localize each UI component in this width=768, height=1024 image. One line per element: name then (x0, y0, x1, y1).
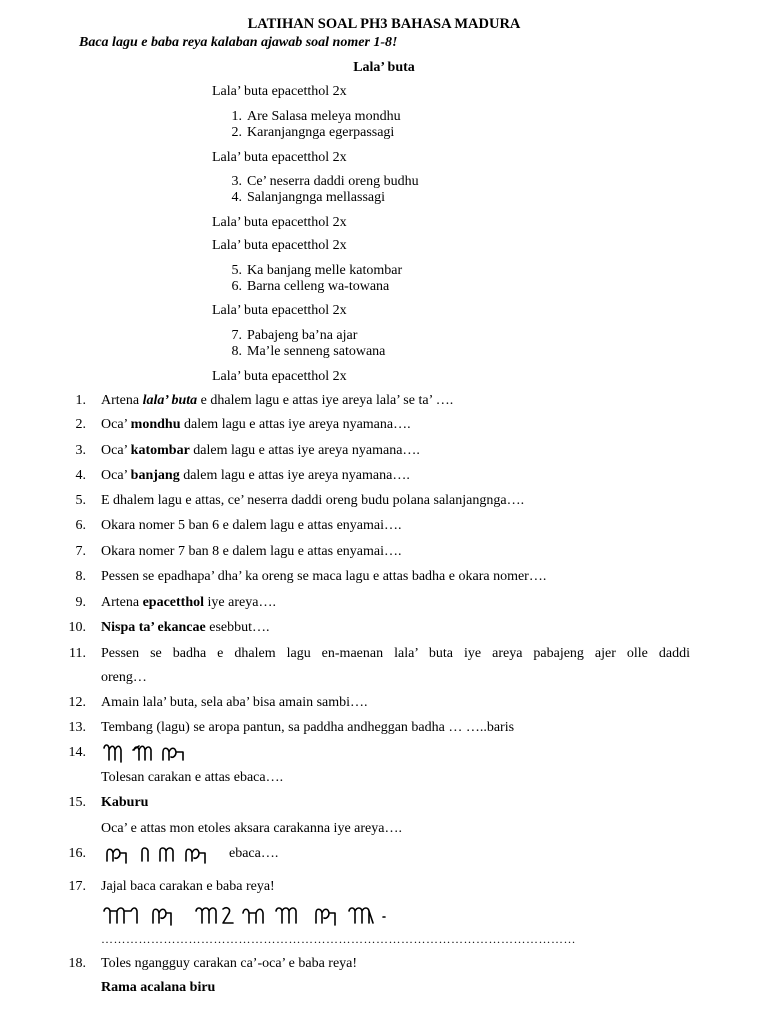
verse-number: 7. (231, 328, 242, 343)
question-8: Pessen se epadhapa’ dha’ ka oreng se maca lagu e attas badha e okara nomer…. (101, 569, 547, 584)
verse-number: 6. (231, 279, 242, 294)
verse-line: Ce’ neserra daddi oreng budhu (247, 174, 419, 189)
verse-number: 3. (231, 174, 242, 189)
worksheet-title: LATIHAN SOAL PH3 BAHASA MADURA (247, 16, 521, 32)
carakan-script-image (104, 843, 224, 867)
question-15-prompt: Oca’ e attas mon etoles aksara carakanna iye areya…. (101, 821, 402, 836)
question-3: Oca’ katombar dalem lagu e attas iye areya nyamana…. (101, 443, 420, 458)
question-number: 15. (68, 795, 86, 810)
song-chorus: Lala’ buta epacetthol 2x (212, 215, 347, 230)
question-11-line-1: Pessen se badha e dhalem lagu en-maenan lala’ buta iye areya pabajeng ajer olle daddi (101, 646, 690, 661)
song-chorus: Lala’ buta epacetthol 2x (212, 84, 347, 99)
question-11-line-2: oreng… (101, 670, 147, 685)
question-number: 3. (75, 443, 86, 458)
question-number: 4. (75, 468, 86, 483)
question-7: Okara nomer 7 ban 8 e dalem lagu e attas enyamai…. (101, 544, 402, 559)
verse-number: 4. (231, 190, 242, 205)
verse-line: Karanjangnga egerpassagi (247, 125, 395, 140)
question-12: Amain lala’ buta, sela aba’ bisa amain sambi…. (101, 695, 368, 710)
question-16-prompt: ebaca…. (229, 846, 279, 861)
question-5: E dhalem lagu e attas, ce’ neserra daddi oreng budu polana salanjangnga…. (101, 493, 525, 508)
verse-number: 8. (231, 344, 242, 359)
question-17-prompt: Jajal baca carakan e baba reya! (101, 879, 275, 894)
song-chorus: Lala’ buta epacetthol 2x (212, 369, 347, 384)
question-number: 8. (75, 569, 86, 584)
question-18-phrase: Rama acalana biru (101, 980, 216, 995)
verse-line: Barna celleng wa-towana (247, 279, 390, 294)
question-14-prompt: Tolesan carakan e attas ebaca…. (101, 770, 284, 785)
verse-line: Pabajeng ba’na ajar (247, 328, 358, 343)
verse-number: 5. (231, 263, 242, 278)
question-number: 9. (75, 595, 86, 610)
question-10: Nispa ta’ ekancae esebbut…. (101, 620, 270, 635)
question-number: 18. (68, 956, 86, 971)
question-number: 5. (75, 493, 86, 508)
question-number: 16. (68, 846, 86, 861)
song-chorus: Lala’ buta epacetthol 2x (212, 303, 347, 318)
question-number: 12. (68, 695, 86, 710)
verse-number: 2. (231, 125, 242, 140)
question-18-prompt: Toles ngangguy carakan ca’-oca’ e baba reya! (101, 956, 358, 971)
question-2: Oca’ mondhu dalem lagu e attas iye areya nyamana…. (101, 417, 411, 432)
question-number: 11. (69, 646, 86, 661)
question-number: 14. (68, 745, 86, 760)
instruction: Baca lagu e baba reya kalaban ajawab soal nomer 1-8! (79, 35, 398, 50)
question-number: 1. (75, 393, 86, 408)
question-4: Oca’ banjang dalem lagu e attas iye areya nyamana…. (101, 468, 410, 483)
verse-line: Are Salasa meleya mondhu (247, 109, 401, 124)
question-number: 10. (68, 620, 86, 635)
question-number: 7. (75, 544, 86, 559)
question-6: Okara nomer 5 ban 6 e dalem lagu e attas enyamai…. (101, 518, 402, 533)
verse-line: Ka banjang melle katombar (247, 263, 403, 278)
carakan-script-image (101, 742, 201, 766)
question-number: 13. (68, 720, 86, 735)
question-number: 2. (75, 417, 86, 432)
question-13: Tembang (lagu) se aropa pantun, sa paddha andheggan badha … …..baris (101, 720, 515, 735)
verse-line: Ma’le senneng satowana (247, 344, 386, 359)
song-chorus: Lala’ buta epacetthol 2x (212, 238, 347, 253)
song-chorus: Lala’ buta epacetthol 2x (212, 150, 347, 165)
question-number: 17. (68, 879, 86, 894)
answer-line[interactable]: …………………………………………………………………………………………………… (101, 932, 576, 946)
question-1: Artena lala’ buta e dhalem lagu e attas iye areya lala’ se ta’ …. (101, 393, 454, 408)
question-number: 6. (75, 518, 86, 533)
carakan-script-image (101, 903, 421, 931)
question-15-word: Kaburu (101, 795, 149, 810)
verse-number: 1. (231, 109, 242, 124)
song-title: Lala’ buta (353, 60, 415, 75)
verse-line: Salanjangnga mellassagi (247, 190, 386, 205)
question-9: Artena epacetthol iye areya…. (101, 595, 276, 610)
